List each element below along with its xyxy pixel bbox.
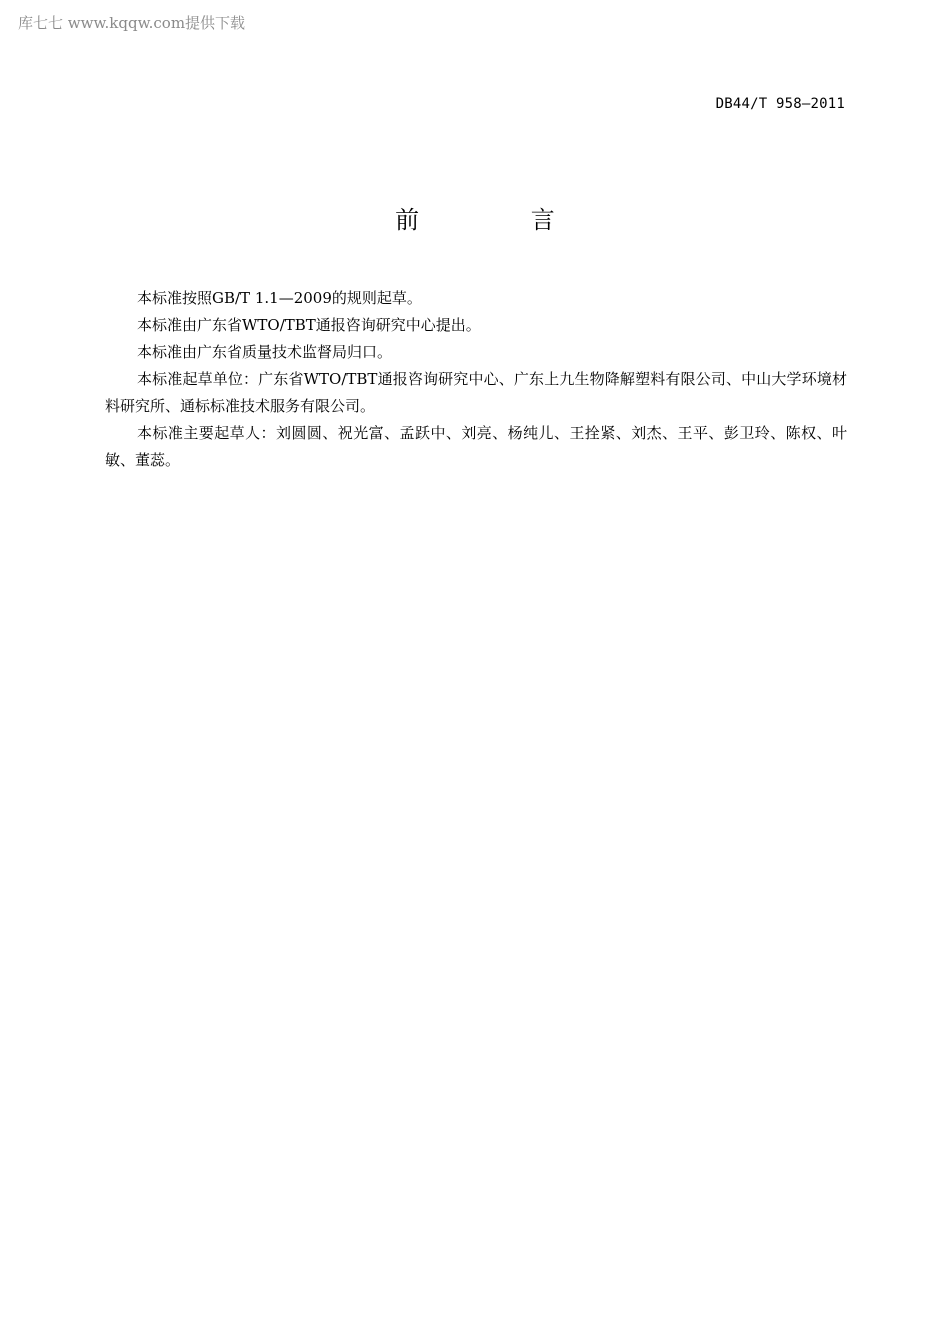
document-code: DB44/T 958—2011 — [715, 96, 845, 112]
paragraph-administrator: 本标准由广东省质量技术监督局归口。 — [137, 343, 393, 361]
paragraph-drafting-rules: 本标准按照GB/T 1.1—2009的规则起草。 — [137, 289, 422, 307]
foreword-body — [105, 285, 847, 474]
watermark-text: 库七七 www.kqqw.com提供下载 — [18, 14, 246, 32]
paragraph-drafting-units: 本标准起草单位：广东省WTO/TBT通报咨询研究中心、广东上九生物降解塑料有限公司、中山大学环境材料研究所、通标标准技术服务有限公司。 — [105, 370, 847, 415]
page-title: 前 言 — [395, 206, 607, 234]
paragraph-drafters: 本标准主要起草人：刘圆圆、祝光富、孟跃中、刘亮、杨纯儿、王拴紧、刘杰、王平、彭卫玲、陈权、叶敏、董蕊。 — [105, 424, 847, 469]
paragraph-proposer: 本标准由广东省WTO/TBT通报咨询研究中心提出。 — [137, 316, 481, 334]
